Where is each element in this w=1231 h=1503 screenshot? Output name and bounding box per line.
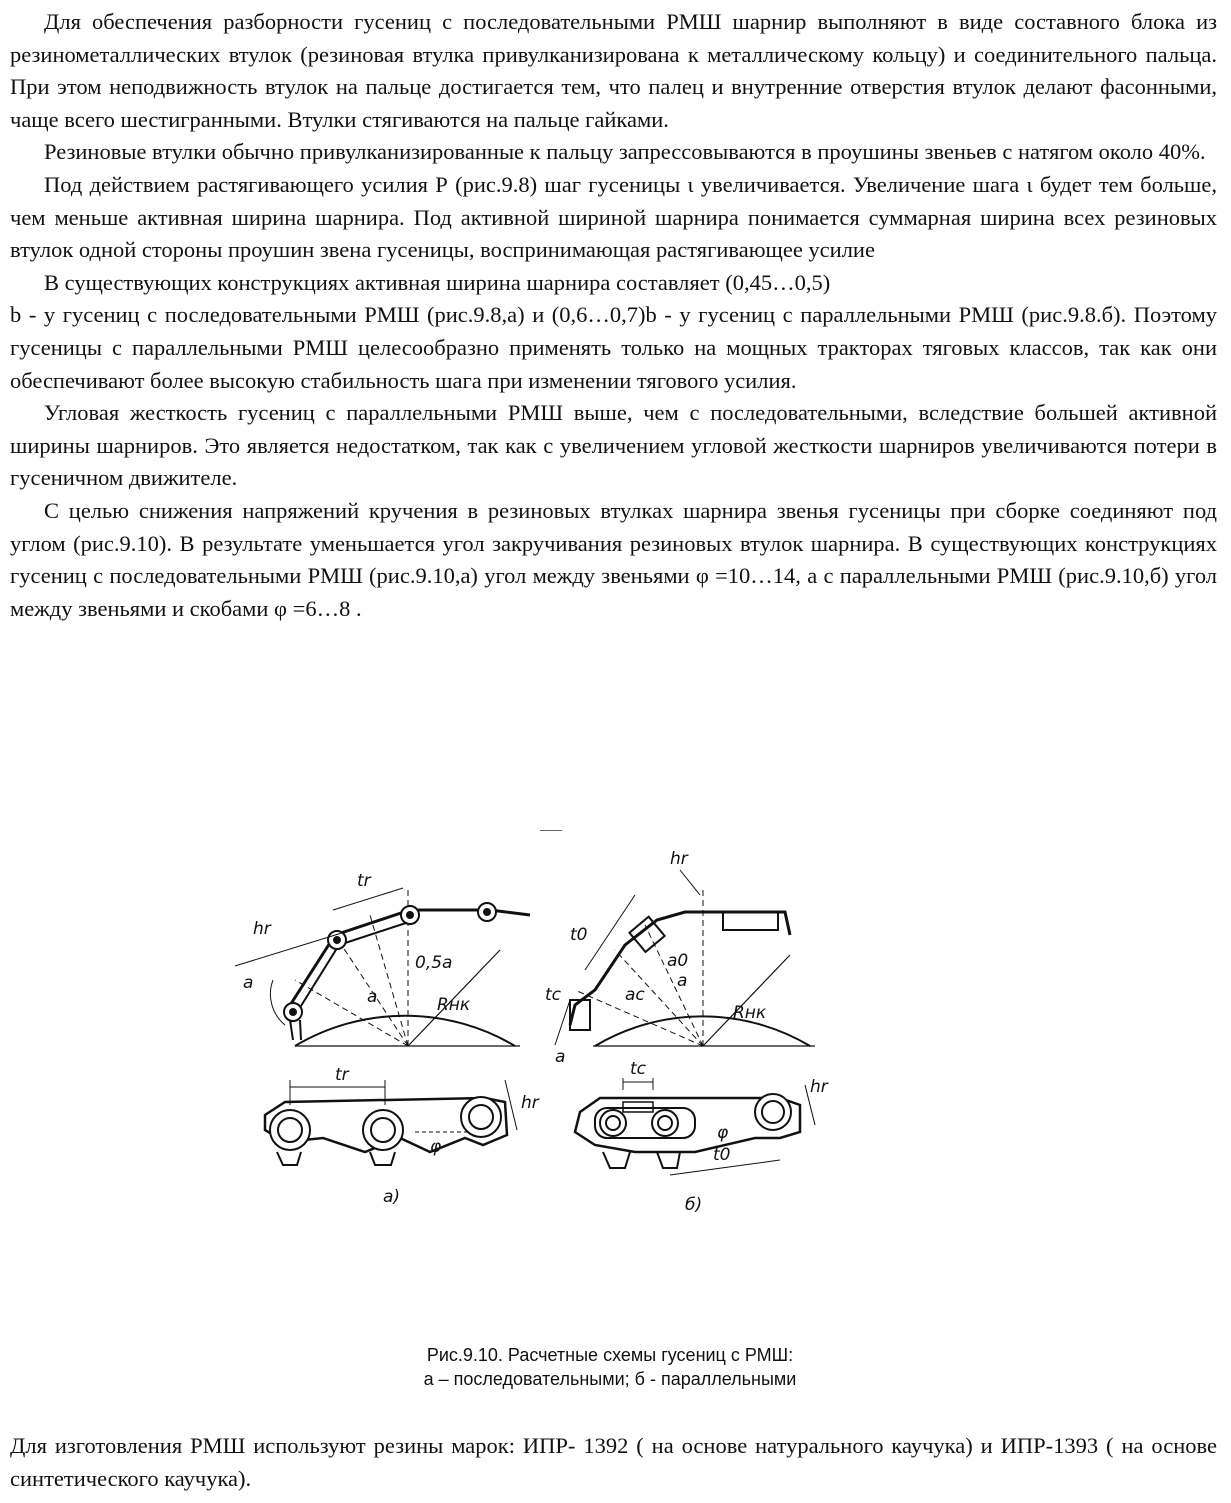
figure-drawing <box>225 840 828 1230</box>
label-a-r: Rнк <box>437 995 471 1015</box>
scheme-a-bottom <box>265 1080 517 1165</box>
label-b-alpha: a <box>677 971 688 991</box>
label-b-a0: a0 <box>667 951 689 971</box>
label-a-tr-bottom: tr <box>335 1065 349 1085</box>
label-b-hr-bottom: hr <box>810 1077 828 1097</box>
label-b-sub: б) <box>685 1195 703 1215</box>
paragraph-4: В существующих конструкциях активная ширина шарнира составляет (0,45…0,5) <box>44 269 831 295</box>
label-a-half-a: 0,5a <box>415 953 453 973</box>
paragraph-5: b - у гусениц с последовательными РМШ (рис.9.8,а) и (0,6…0,7)b - у гусениц с параллельными РМШ (рис.9.8.б). Поэтому гусеницы с параллельными РМШ целесообразно применять только на мощных тракторах тяговых классов, так как они обеспечивают более высокую стабильность шага при изменении тягового усилия. <box>10 302 1217 393</box>
label-a-sub: а) <box>383 1187 401 1207</box>
label-a-hr-bottom: hr <box>521 1093 539 1113</box>
label-b-a: a <box>555 1047 566 1067</box>
paragraph-2: Резиновые втулки обычно привулканизированные к пальцу запрессовываются в проушины звеньев с натягом около 40%. <box>44 139 1206 165</box>
label-b-tc-bottom: tc <box>630 1059 647 1079</box>
caption-line-2: а – последовательными; б - параллельными <box>423 1369 797 1389</box>
body-text <box>10 6 1217 625</box>
label-b-tc: tc <box>545 985 562 1005</box>
caption-line-1: Рис.9.10. Расчетные схемы гусениц с РМШ: <box>426 1345 794 1365</box>
label-b-t0: t0 <box>570 925 588 945</box>
paragraph-1: Для обеспечения разборности гусениц с последовательными РМШ шарнир выполняют в виде составного блока из резинометаллических втулок (резиновая втулка привулканизирована к металлическому кольцу) и соединительного пальца. При этом неподвижность втулок на пальце достигается тем, что палец и внутренние отверстия втулок делают фасонными, чаще всего шестигранными. Втулки стягиваются на пальце гайками. <box>10 9 1217 132</box>
label-b-phi: φ <box>717 1123 729 1143</box>
label-a-hr: hr <box>253 919 271 939</box>
figure-caption <box>300 1343 920 1391</box>
scheme-b-bottom <box>575 1078 815 1175</box>
label-a-phi: φ <box>430 1137 442 1157</box>
paragraph-3: Под действием растягивающего усилия Р (рис.9.8) шаг гусеницы ι увеличивается. Увеличение шага ι будет тем больше, чем меньше активная ширина шарнира. Под активной шириной шарнира понимается суммарная ширина всех резиновых втулок одной стороны проушин звена гусеницы, воспринимающая растягивающее усилие <box>10 171 1217 263</box>
final-text <box>10 1430 1217 1495</box>
label-a-a: a <box>243 973 254 993</box>
final-paragraph: Для изготовления РМШ используют резины марок: ИПР- 1392 ( на основе натурального каучука) и ИПР-1393 ( на основе синтетического каучука). <box>10 1433 1217 1491</box>
scan-mark <box>540 830 562 831</box>
label-b-t0-bottom: t0 <box>713 1145 731 1165</box>
label-b-r: Rнк <box>733 1003 767 1023</box>
label-b-hr: hr <box>670 849 688 869</box>
label-a-tr: tr <box>357 871 371 891</box>
label-b-ac: ac <box>625 985 645 1005</box>
paragraph-6: Угловая жесткость гусениц с параллельными РМШ выше, чем с последовательными, вследствие большей активной ширины шарниров. Это является недостатком, так как с увеличением угловой жесткости шарниров увеличиваются потери в гусеничном движителе. <box>10 400 1217 491</box>
label-a-alpha: a <box>367 987 378 1007</box>
scheme-a-top <box>235 888 530 1046</box>
paragraph-7: С целью снижения напряжений кручения в резиновых втулках шарнира звенья гусеницы при сборке соединяют под углом (рис.9.10). В результате уменьшается угол закручивания резиновых втулок шарнира. В существующих конструкциях гусениц с последовательными РМШ (рис.9.10,а) угол между звеньями φ =10…14, а с параллельными РМШ (рис.9.10,б) угол между звеньями и скобами φ =6…8 . <box>10 497 1217 621</box>
figure-track-schemes <box>225 840 828 1230</box>
